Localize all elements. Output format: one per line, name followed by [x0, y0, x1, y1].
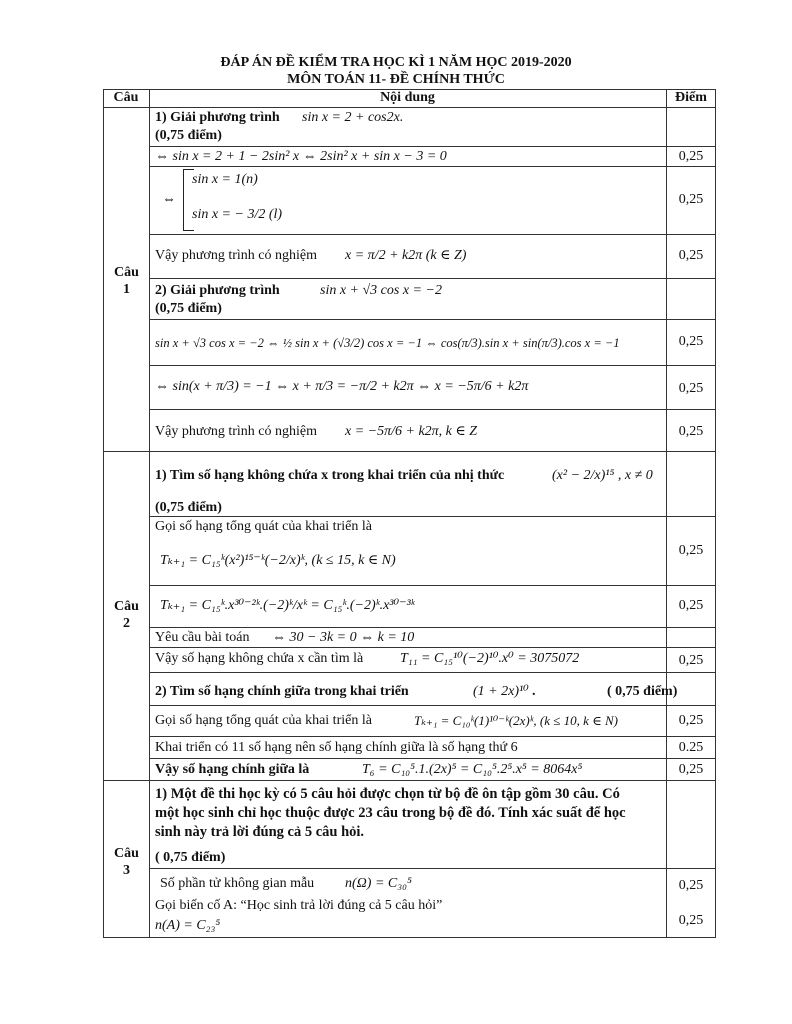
document-title: ĐÁP ÁN ĐỀ KIỂM TRA HỌC KÌ 1 NĂM HỌC 2019-2020	[220, 55, 572, 70]
cau1-step2-arrow: ⇔	[162, 192, 176, 207]
cau2-step1-text: Gọi số hạng tổng quát của khai triển là	[155, 519, 372, 534]
row-divider	[149, 278, 716, 279]
cau1-step5-points: 0,25	[678, 381, 704, 396]
cau1-step5: ⇔ sin(x + π/3) = −1 ⇔ x + π/3 = −π/2 + k2π ⇔ x = −5π/6 + k2π	[155, 379, 529, 394]
cau2-part2-dot: .	[532, 684, 536, 699]
cau2-step5-eq: Tₖ₊₁ = C₁₀ᵏ(1)¹⁰⁻ᵏ(2x)ᵏ, (k ≤ 10, k ∈ N)	[414, 713, 618, 728]
cau1-step4: sin x + √3 cos x = −2 ⇔ ½ sin x + (√3/2) cos x = −1 ⇔ cos(π/3).sin x + sin(π/3).cos x = −1	[155, 336, 620, 350]
cau1-step2-line1: sin x = 1(n)	[192, 172, 258, 187]
table-border-bottom	[103, 937, 716, 938]
cau3-question-line3: sinh này trả lời đúng cả 5 câu hỏi.	[155, 824, 365, 840]
cau1-step1: ⇔ sin x = 2 + 1 − 2sin² x ⇔ 2sin² x + sin x − 3 = 0	[155, 149, 447, 164]
cau3-step1-eq: n(Ω) = C₃₀⁵	[345, 876, 412, 891]
cau1-part1-heading: 1) Giải phương trình	[155, 110, 280, 125]
cau1-part2-points: (0,75 điểm)	[155, 301, 222, 316]
cau2-step7-eq: T₆ = C₁₀⁵.1.(2x)⁵ = C₁₀⁵.2⁵.x⁵ = 8064x⁵	[362, 762, 583, 777]
cau1-step3-text: Vậy phương trình có nghiệm	[155, 248, 317, 263]
row-divider	[149, 409, 716, 410]
cau3-step1-text: Số phần tử không gian mẫu	[160, 876, 315, 891]
row-divider	[149, 868, 716, 869]
cau2-step1-points: 0,25	[678, 543, 704, 558]
cau1-step1-points: 0,25	[678, 149, 704, 164]
cau2-step6-text: Khai triển có 11 số hạng nên số hạng chính giữa là số hạng thứ 6	[155, 740, 518, 755]
cau1-step6-points: 0,25	[678, 424, 704, 439]
cau2-step3-eq: ⇔ 30 − 3k = 0 ⇔ k = 10	[272, 630, 415, 645]
cau1-cau2-divider	[103, 451, 716, 452]
row-divider	[149, 672, 716, 673]
row-divider	[149, 365, 716, 366]
row-divider	[149, 146, 716, 147]
row-divider	[149, 758, 716, 759]
table-border-col2	[666, 89, 667, 937]
row-divider	[149, 736, 716, 737]
row-divider	[149, 166, 716, 167]
cau1-part1-points: (0,75 điểm)	[155, 128, 222, 143]
cau2-step3-text: Yêu cầu bài toán	[155, 630, 250, 645]
row-divider	[149, 705, 716, 706]
cau3-step2-text: Gọi biến cố A: “Học sinh trả lời đúng cả 5 câu hỏi”	[155, 898, 443, 913]
cau2-step6-points: 0.25	[678, 740, 704, 755]
cau2-step4-points: 0,25	[678, 653, 704, 668]
cau2-part1-points: (0,75 điểm)	[155, 500, 222, 515]
cau2-step7-points: 0,25	[678, 762, 704, 777]
cau2-step2-eq: Tₖ₊₁ = C₁₅ᵏ.x³⁰⁻²ᵏ.(−2)ᵏ/xᵏ = C₁₅ᵏ.(−2)ᵏ.x³⁰⁻³ᵏ	[160, 598, 415, 613]
table-border-col1	[149, 89, 150, 937]
cau2-step4-text: Vậy số hạng không chứa x cần tìm là	[155, 651, 364, 666]
header-diem: Điểm	[675, 90, 707, 105]
cau1-step2-points: 0,25	[678, 192, 704, 207]
cau3-step3-eq: n(A) = C₂₃⁵	[155, 918, 221, 933]
cau1-step6-text: Vậy phương trình có nghiệm	[155, 424, 317, 439]
row-divider	[149, 516, 716, 517]
cau2-label: Câu 2	[114, 599, 139, 631]
cau1-part1-equation: sin x = 2 + cos2x.	[302, 110, 404, 125]
cau3-question-line1: 1) Một đề thi học kỳ có 5 câu hỏi được chọn từ bộ đề ôn tập gồm 30 câu. Có	[155, 786, 620, 802]
cau1-part2-heading: 2) Giải phương trình	[155, 283, 280, 298]
cau3-question-line2: một học sinh chỉ học thuộc được 23 câu trong bộ đề đó. Tính xác suất để học	[155, 805, 626, 821]
cau2-part2-heading: 2) Tìm số hạng chính giữa trong khai triển	[155, 684, 409, 699]
cau2-step4-eq: T₁₁ = C₁₅¹⁰(−2)¹⁰.x⁰ = 3075072	[400, 651, 580, 666]
document-subtitle: MÔN TOÁN 11- ĐỀ CHÍNH THỨC	[287, 72, 505, 87]
header-cau: Câu	[113, 90, 139, 105]
cau3-label: Câu 3	[114, 846, 139, 878]
table-border-left	[103, 89, 104, 937]
cau2-part1-heading: 1) Tìm số hạng không chứa x trong khai triển của nhị thức	[155, 468, 505, 483]
header-divider	[103, 107, 716, 108]
cau1-step2-line2: sin x = − 3/2 (l)	[192, 207, 283, 222]
row-divider	[149, 627, 716, 628]
row-divider	[149, 647, 716, 648]
cau2-step1-eq: Tₖ₊₁ = C₁₅ᵏ(x²)¹⁵⁻ᵏ(−2/x)ᵏ, (k ≤ 15, k ∈ N)	[160, 553, 396, 568]
cau1-step6-eq: x = −5π/6 + k2π, k ∈ Z	[345, 424, 478, 439]
row-divider	[149, 319, 716, 320]
cau2-step2-points: 0,25	[678, 598, 704, 613]
cau1-step3-eq: x = π/2 + k2π (k ∈ Z)	[345, 248, 467, 263]
cau1-part2-equation: sin x + √3 cos x = −2	[320, 283, 442, 298]
row-divider	[149, 585, 716, 586]
cau1-step3-points: 0,25	[678, 248, 704, 263]
cau1-step4-points: 0,25	[678, 334, 704, 349]
cau2-step5-points: 0,25	[678, 713, 704, 728]
cau2-step5-text: Gọi số hạng tổng quát của khai triển là	[155, 713, 372, 728]
cau2-step7-text: Vậy số hạng chính giữa là	[155, 762, 310, 777]
cau3-step3-points: 0,25	[678, 913, 704, 928]
cau2-cau3-divider	[103, 780, 716, 781]
header-noi-dung: Nội dung	[380, 90, 435, 105]
cau2-part2-points: ( 0,75 điểm)	[607, 684, 678, 699]
cau2-part2-expression: (1 + 2x)¹⁰	[473, 684, 529, 699]
cau3-points: ( 0,75 điểm)	[155, 850, 226, 865]
table-border-right	[715, 89, 716, 937]
cau1-label: Câu 1	[114, 265, 139, 297]
cau3-step1-points: 0,25	[678, 878, 704, 893]
cau2-part1-expression: (x² − 2/x)¹⁵ , x ≠ 0	[552, 468, 653, 483]
row-divider	[149, 234, 716, 235]
